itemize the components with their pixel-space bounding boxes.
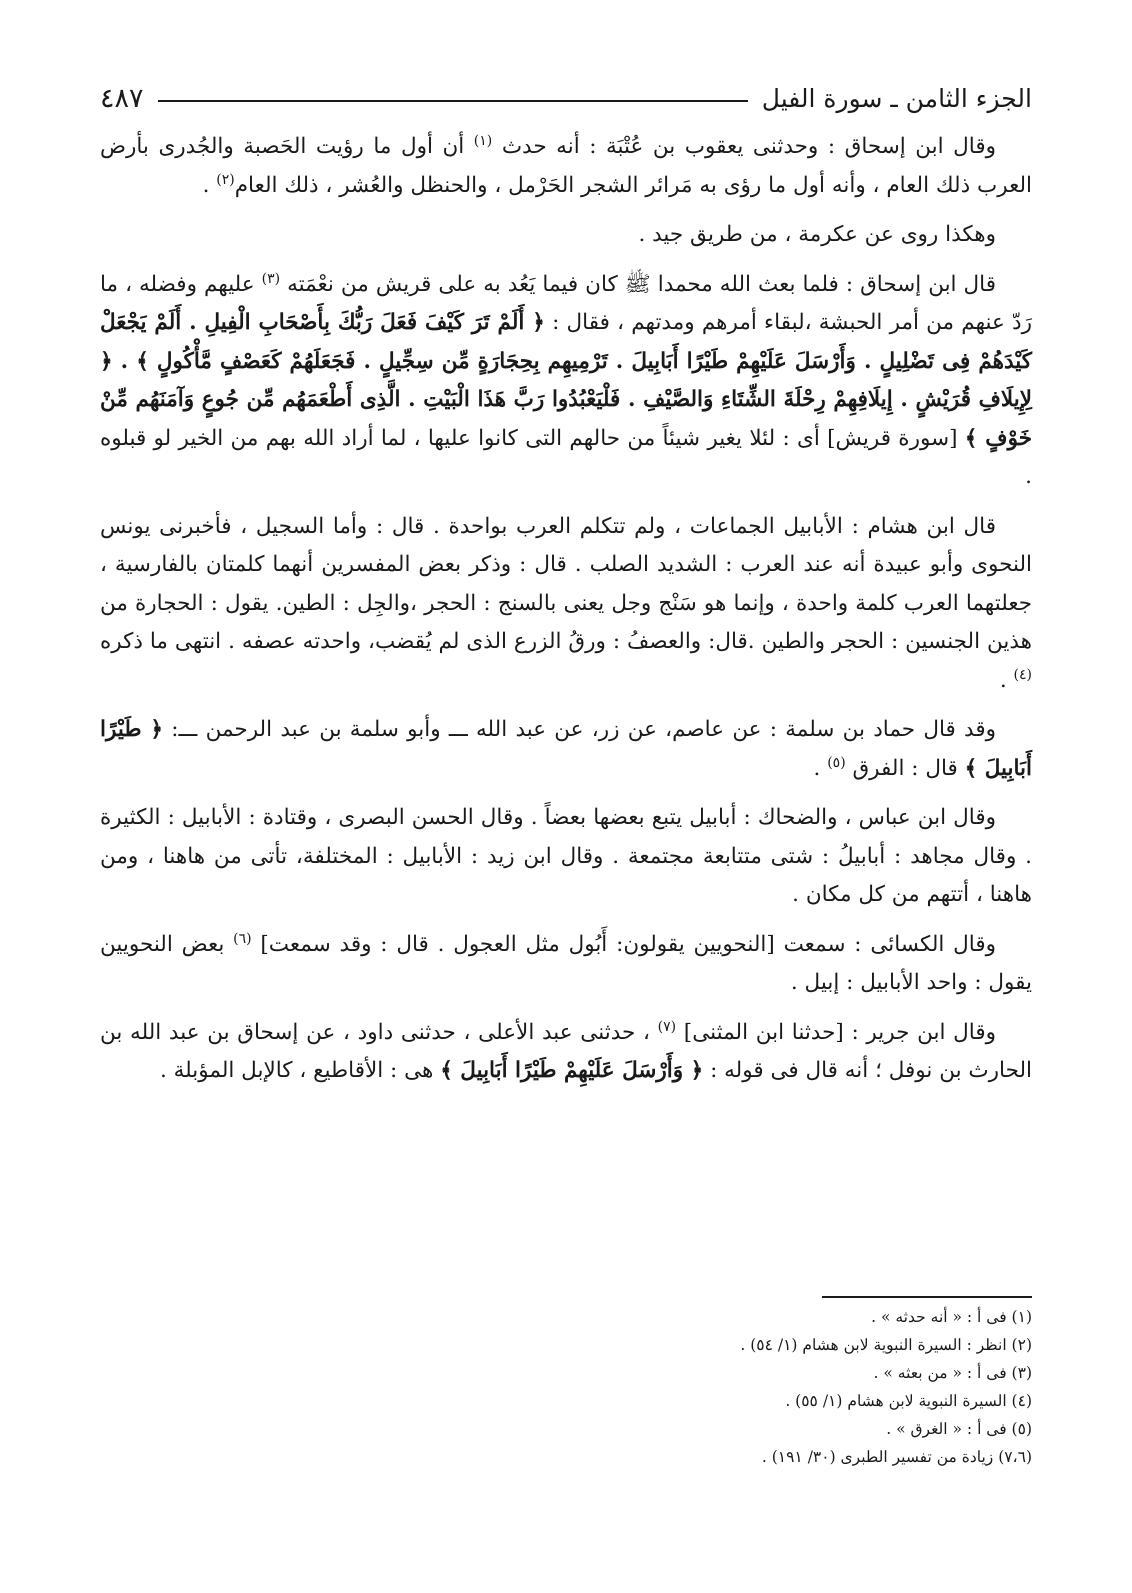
footnote-ref: (٢) [216, 171, 235, 188]
text-run: وهكذا روى عن عكرمة ، من طريق جيد . [638, 222, 996, 247]
footnote: (١) فى أ : « أنه حدثه » . [871, 1308, 1032, 1326]
footnote: (٤) السيرة النبوية لابن هشام (١/ ٥٥) . [785, 1392, 1032, 1410]
footnotes [100, 1303, 1032, 1471]
quran-quote: ﴿ أَلَمْ تَرَ كَيْفَ فَعَلَ رَبُّكَ بِأَصْحَابِ الْفِيلِ . أَلَمْ يَجْعَلْ كَيْدَهُمْ فِى تَضْلِيلٍ . وَأَرْسَلَ عَلَيْهِمْ طَيْرًا أَبَابِيلَ . تَرْمِيهِم بِحِجَارَةٍ مِّن سِجِّيلٍ . فَجَعَلَهُمْ كَعَصْفٍ مَّأْكُولٍ ﴾ . ﴿ لِإِيلَافِ قُرَيْشٍ . إِيلَافِهِمْ رِحْلَةَ الشِّتَاءِ وَالصَّيْفِ . فَلْيَعْبُدُوا رَبَّ هَذَا الْبَيْتِ . الَّذِى أَطْعَمَهُم مِّن جُوعٍ وَآمَنَهُم مِّنْ خَوْفٍ ﴾ [100, 310, 1032, 451]
footnote-ref: (٥) [827, 754, 846, 771]
paragraph [100, 508, 1032, 701]
footnote-ref: (٣) [261, 270, 281, 287]
text-run: وقد قال حماد بن سلمة : عن عاصم، عن زر، عن عبد الله ـــ وأبو سلمة بن عبد الرحمن ـــ: [162, 717, 996, 742]
quran-quote: ﴿ طَيْرًا أَبَابِيلَ ﴾ [100, 717, 1032, 781]
paragraph [100, 1014, 1032, 1091]
text-run: قال : الفرق [845, 755, 965, 781]
text-run: بعض النحويين يقول : واحد الأبابيل : إبيل . [100, 931, 1032, 995]
footnote: (٢) انظر : السيرة النبوية لابن هشام (١/ ٥٤) . [740, 1336, 1032, 1354]
page-number: ٤٨٧ [100, 82, 144, 114]
footnote-ref: (١) [473, 132, 493, 149]
footnote: (٥) فى أ : « الغرق » . [886, 1420, 1032, 1438]
footnote-ref: (٦) [233, 930, 252, 947]
paragraph [100, 128, 1032, 205]
text-run: . [813, 755, 828, 781]
paragraph [100, 216, 1032, 255]
footnote-separator [822, 1296, 1032, 1298]
paragraph [100, 266, 1032, 497]
text-run: وقال ابن جرير : [حدثنا ابن المثنى] [676, 1019, 996, 1045]
main-text [100, 128, 1032, 1091]
text-run: . [202, 172, 217, 198]
quran-quote: ﴿ وَأَرْسَلَ عَلَيْهِمْ طَيْرًا أَبَابِيلَ ﴾ [440, 1058, 704, 1083]
text-run: هى : الأقاطيع ، كالإبل المؤبلة . [159, 1058, 441, 1083]
footnote: (٧،٦) زيادة من تفسير الطبرى (٣٠/ ١٩١) . [761, 1448, 1032, 1466]
paragraph [100, 926, 1032, 1003]
text-run: وقال الكسائى : سمعت [النحويين يقولون: أَبُول مثل العجول . قال : وقد سمعت] [251, 931, 997, 957]
text-run: أن أول ما رؤيت الحَصبة والجُدرى بأرض العرب ذلك العام ، وأنه أول ما رؤى به مَرائر الشجر الحَرْمل ، والحنظل والعُشر ، ذلك العام [100, 134, 1032, 198]
text-run: [سورة قريش] أى : لئلا يغير شيئاً من حالهم التى كانوا عليها ، لما أراد الله بهم من الخير لو قبلوه . [100, 425, 1032, 489]
paragraph [100, 799, 1032, 915]
text-run: وقال ابن إسحاق : وحدثنى يعقوب بن عُتْبَة : أنه حدث [492, 134, 996, 159]
footnote-ref: (٧) [657, 1018, 677, 1035]
page-header [100, 78, 1032, 118]
text-run: قال ابن إسحاق : فلما بعث الله محمدا ﷺ كان فيما يَعُد به على قريش من نعْمَته [280, 271, 996, 297]
text-run: قال ابن هشام : الأبابيل الجماعات ، ولم تتكلم العرب بواحدة . قال : وأما السجيل ، فأخبرنى يونس النحوى وأبو عبيدة أنه عند العرب : الشديد الصلب . قال : وذكر بعض المفسرين أنهما كلمتان بالفارسية ، جعلتهما العرب كلمة واحدة ، وإنما هو سَنْج وجل يعنى بالسنج : الحجر ،والجِل : الطين. يقول : الحجارة من هذين الجنسين : الحجر والطين .قال: والعصفُ : ورقُ الزرع الذى لم يُقضب، واحدته عصفه . انتهى ما ذكره [100, 513, 1032, 654]
text-run: . [999, 667, 1014, 693]
text-run: وقال ابن عباس ، والضحاك : أبابيل يتبع بعضها بعضاً . وقال الحسن البصرى ، وقتادة : الأبابيل : الكثيرة . وقال مجاهد : أبابيلُ : شتى متتابعة مجتمعة . وقال ابن زيد : الأبابيل : المختلفة، تأتى من هاهنا ، ومن هاهنا ، أتتهم من كل مكان . [100, 805, 1032, 907]
text-run: ، حدثنى عبد الأعلى ، حدثنى داود ، عن إسحاق بن عبد الله بن الحارث بن نوفل ؛ أنه قال فى قوله : [100, 1019, 1032, 1083]
running-title: الجزء الثامن ـ سورة الفيل [761, 83, 1032, 113]
header-rule [158, 100, 748, 102]
footnote-ref: (٤) [1013, 666, 1032, 683]
paragraph [100, 711, 1032, 788]
text-run: عليهم وفضله ، ما رَدّ عنهم من أمر الحبشة ،لبقاء أمرهم ومدتهم ، فقال : [100, 271, 1032, 335]
footnote: (٣) فى أ : « من بعثه » . [873, 1364, 1032, 1382]
